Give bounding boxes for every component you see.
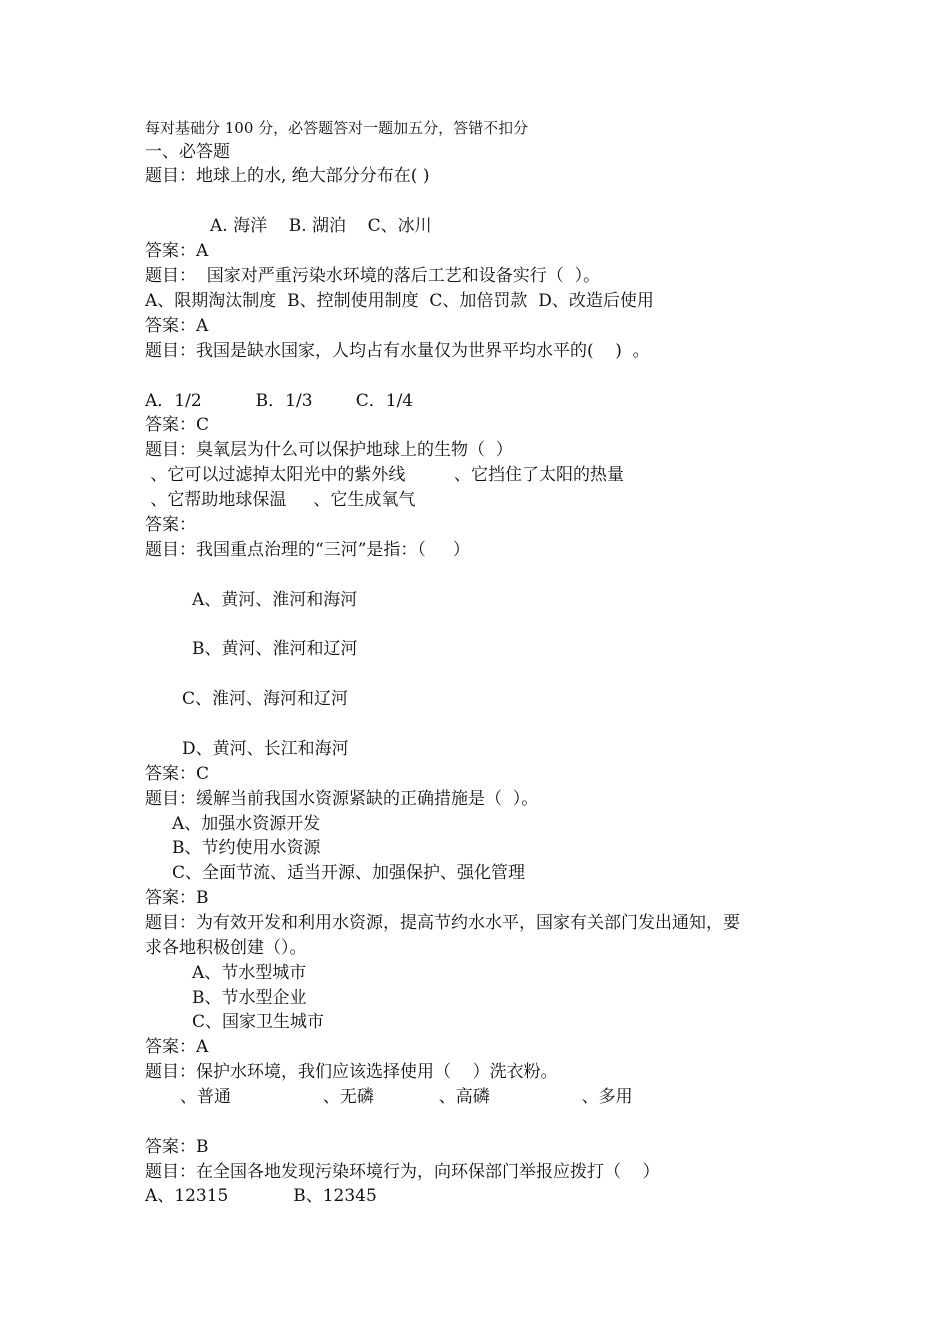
question-text: 题目：在全国各地发现污染环境行为，向环保部门举报应拨打（ ） bbox=[145, 1162, 660, 1182]
answer-text: 答案：B bbox=[145, 888, 209, 908]
answer-text: 答案：C bbox=[145, 415, 210, 435]
answer-text: 答案：A bbox=[145, 241, 209, 261]
question-option: 、它帮助地球保温 、它生成氧气 bbox=[145, 490, 416, 510]
answer-text: 答案：C bbox=[145, 764, 210, 784]
question-option: 、它可以过滤掉太阳光中的紫外线 、它挡住了太阳的热量 bbox=[145, 465, 625, 485]
question-options: A. 海洋 B. 湖泊 C、冰川 bbox=[210, 216, 432, 236]
question-option: A、加强水资源开发 bbox=[172, 814, 321, 834]
question-option: B、节约使用水资源 bbox=[172, 838, 321, 858]
question-options: A．1/2 B．1/3 C．1/4 bbox=[145, 391, 414, 411]
question-option: B、节水型企业 bbox=[192, 988, 307, 1008]
question-text: 题目：我国重点治理的“三河”是指：（ ） bbox=[145, 540, 470, 560]
question-text: 题目：缓解当前我国水资源紧缺的正确措施是（ ）。 bbox=[145, 789, 539, 809]
question-option: D、黄河、长江和海河 bbox=[182, 739, 349, 759]
question-text: 题目：为有效开发和利用水资源，提高节约水水平，国家有关部门发出通知，要 bbox=[145, 913, 740, 933]
answer-text: 答案：A bbox=[145, 316, 209, 336]
question-option: B、黄河、淮河和辽河 bbox=[192, 639, 358, 659]
question-text: 题目：地球上的水, 绝大部分分布在( ) bbox=[145, 166, 430, 186]
question-text-continued: 求各地积极创建（）。 bbox=[145, 938, 307, 958]
scoring-rules-header: 每对基础分 100 分，必答题答对一题加五分，答错不扣分 bbox=[145, 119, 529, 137]
question-option: C、淮河、海河和辽河 bbox=[182, 689, 349, 709]
question-option: A、黄河、淮河和海河 bbox=[192, 590, 358, 610]
section-title: 一、必答题 bbox=[145, 142, 230, 162]
question-option: C、国家卫生城市 bbox=[192, 1012, 325, 1032]
question-text: 题目：我国是缺水国家，人均占有水量仅为世界平均水平的( ) 。 bbox=[145, 341, 650, 361]
question-text: 题目： 国家对严重污染水环境的落后工艺和设备实行（ ）。 bbox=[145, 266, 601, 286]
answer-text: 答案：A bbox=[145, 1037, 209, 1057]
question-option: A、节水型城市 bbox=[192, 963, 307, 983]
answer-text: 答案： bbox=[145, 515, 196, 535]
question-options: 、普通 、无磷 、高磷 、多用 bbox=[180, 1087, 633, 1107]
question-options: A、12315 B、12345 bbox=[145, 1186, 377, 1206]
question-text: 题目：保护水环境，我们应该选择使用（ ）洗衣粉。 bbox=[145, 1062, 558, 1082]
question-text: 题目：臭氧层为什么可以保护地球上的生物（ ） bbox=[145, 440, 513, 460]
question-options: A、限期淘汰制度 B、控制使用制度 C、加倍罚款 D、改造后使用 bbox=[145, 291, 654, 311]
answer-text: 答案：B bbox=[145, 1137, 209, 1157]
question-option: C、全面节流、适当开源、加强保护、强化管理 bbox=[172, 863, 526, 883]
